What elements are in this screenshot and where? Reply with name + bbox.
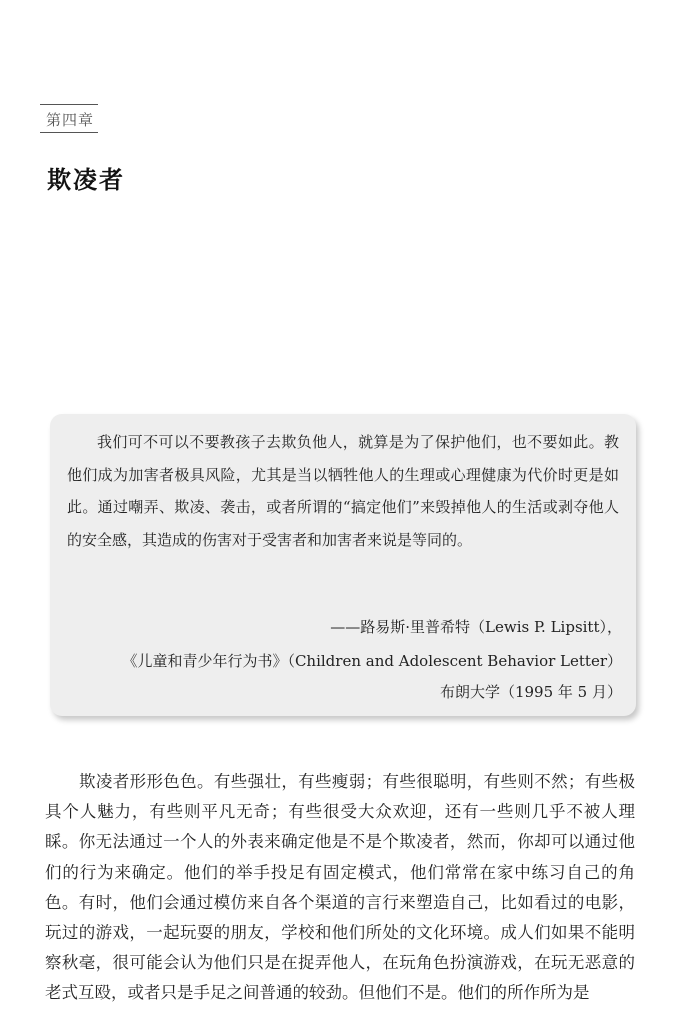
chapter-title: 欺凌者: [47, 165, 125, 194]
epigraph-author: ——路易斯·里普希特（Lewis P. Lipsitt），: [330, 618, 622, 636]
epigraph-affiliation: 布朗大学（1995 年 5 月）: [439, 683, 622, 701]
body-paragraph: 欺凌者形形色色。有些强壮，有些瘦弱；有些很聪明，有些则不然；有些极具个人魅力，有些则平凡无奇；有些很受大众欢迎，还有一些则几乎不被人理睬。你无法通过一个人的外表来确定他是不是个欺凌者，然而，你却可以通过他们的行为来确定。他们的举手投足有固定模式，他们常常在家中练习自己的角色。有时，他们会通过模仿来自各个渠道的言行来塑造自己，比如看过的电影，玩过的游戏，一起玩耍的朋友，学校和他们所处的文化环境。成人们如果不能明察秋毫，很可能会认为他们只是在捉弄他人，在玩角色扮演游戏，在玩无恶意的老式互殴，或者只是手足之间普通的较劲。但他们不是。他们的所作所为是: [45, 772, 635, 1003]
epigraph-source: 《儿童和青少年行为书》（Children and Adolescent Behavior Letter）: [122, 652, 622, 670]
chapter-number: 第四章: [40, 104, 98, 133]
epigraph-box: [50, 414, 636, 716]
epigraph-quote: 我们可不可以不要教孩子去欺负他人，就算是为了保护他们，也不要如此。教他们成为加害者极具风险，尤其是当以牺牲他人的生理或心理健康为代价时更是如此。通过嘲弄、欺凌、袭击，或者所谓的“搞定他们”来毁掉他人的生活或剥夺他人的安全感，其造成的伤害对于受害者和加害者来说是等同的。: [67, 433, 619, 549]
